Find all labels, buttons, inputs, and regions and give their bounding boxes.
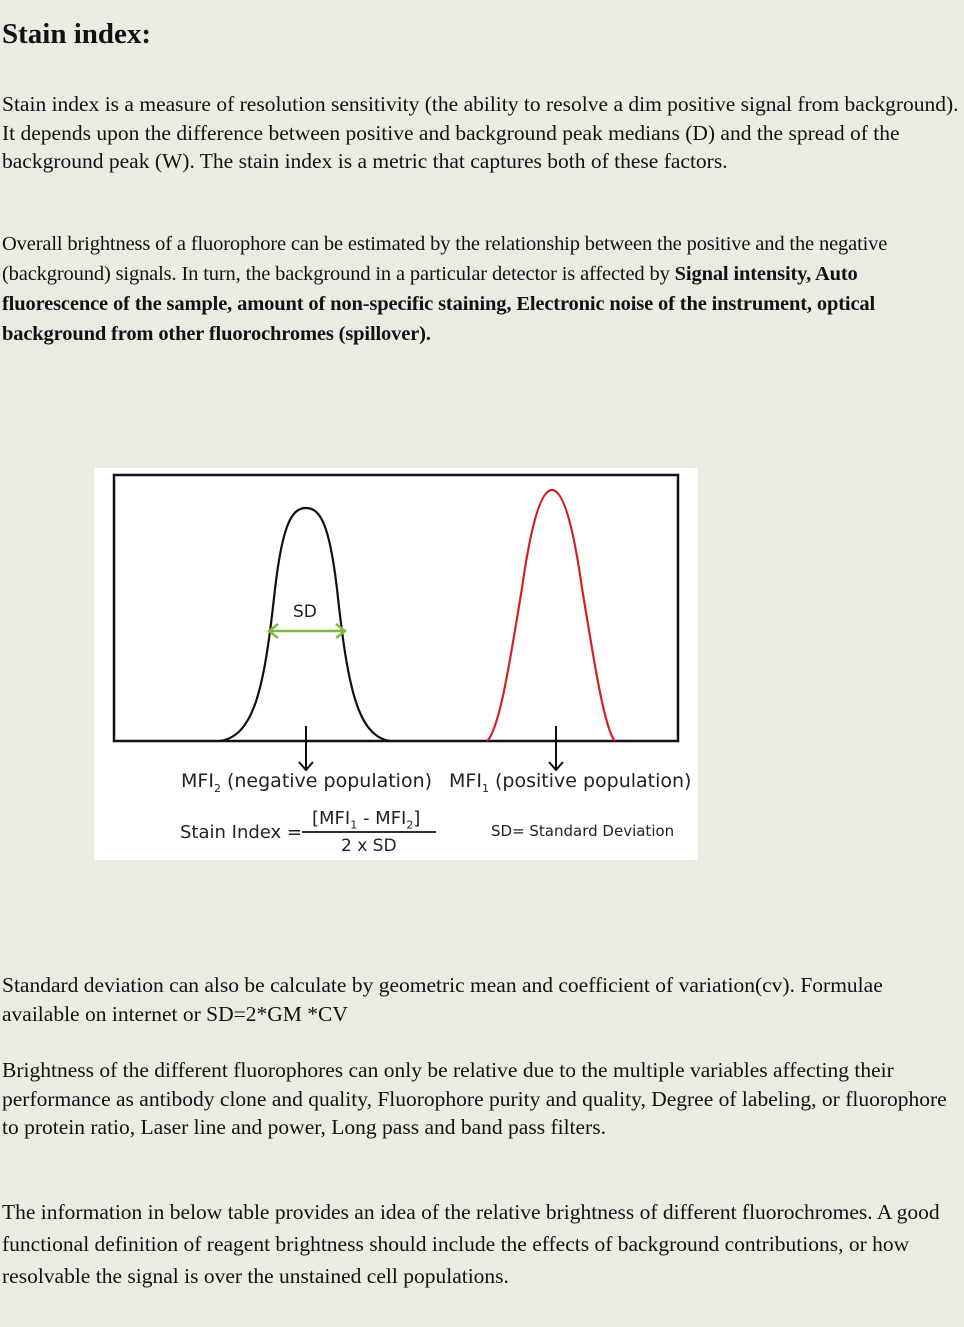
- paragraph-brightness-text: Overall brightness of a fluorophore can be estimated by the relationship between the positive and the negative (background) signals. In turn, the background in a particular detector is affected by: [2, 233, 888, 285]
- formula-numerator: [312, 808, 420, 832]
- mfi1-suffix: (positive population): [488, 770, 692, 792]
- stain-index-figure: [94, 468, 698, 860]
- negative-population-curve: [220, 508, 390, 741]
- numerator-sub1: 1: [350, 818, 358, 832]
- numerator-close: ]: [413, 808, 421, 829]
- paragraph-standard-deviation: Standard deviation can also be calculate by geometric mean and coefficient of variation(cv). Formulae available on internet or SD=2*GM *CV: [2, 973, 883, 1026]
- paragraph-brightness-bold: Signal intensity, Auto fluorescence of the sample, amount of non-specific staining, Electronic noise of the instrument, optical background from other fluorochromes (spillover).: [2, 263, 876, 345]
- mfi2-suffix: (negative population): [220, 770, 433, 792]
- stain-index-diagram: [94, 468, 698, 860]
- mfi2-subscript: 2: [213, 781, 221, 795]
- plot-frame: [114, 475, 678, 741]
- mfi1-down-arrow: [549, 726, 563, 770]
- mfi1-positive-label: [449, 770, 691, 795]
- mfi1-subscript: 1: [481, 781, 489, 795]
- page-title: Stain index:: [2, 18, 152, 50]
- positive-population-curve: [487, 490, 615, 741]
- sd-double-arrow: [269, 624, 345, 638]
- paragraph-overall-brightness: [2, 229, 957, 349]
- paragraph-brightness-variables: Brightness of the different fluorophores can only be relative due to the multiple variables affecting their performance as antibody clone and quality, Fluorophore purity and quality, Degree of labeling, or fluorophore to protein ratio, Laser line and power, Long pass and band pass filters.: [2, 1058, 947, 1139]
- numerator-open: [MFI: [312, 808, 351, 829]
- sd-label: SD: [293, 602, 317, 622]
- numerator-sub2: 2: [406, 818, 414, 832]
- stain-index-formula-label: Stain Index =: [180, 822, 303, 843]
- formula-denominator: 2 x SD: [341, 836, 397, 856]
- paragraph-table-intro: The information in below table provides an idea of the relative brightness of different fluorochromes. A good functional definition of reagent brightness should include the effects of background contributions, or how resolvable the signal is over the unstained cell populations.: [2, 1200, 940, 1288]
- mfi1-prefix: MFI: [449, 770, 482, 792]
- mfi2-negative-label: [181, 770, 432, 795]
- mfi2-down-arrow: [299, 726, 313, 770]
- numerator-mid: - MFI: [357, 808, 407, 829]
- mfi2-prefix: MFI: [181, 770, 214, 792]
- sd-definition: SD= Standard Deviation: [491, 822, 675, 840]
- paragraph-stain-index-definition: Stain index is a measure of resolution sensitivity (the ability to resolve a dim positive signal from background). It depends upon the difference between positive and background peak medians (D) and the spread of the background peak (W). The stain index is a metric that captures both of these factors.: [2, 92, 959, 173]
